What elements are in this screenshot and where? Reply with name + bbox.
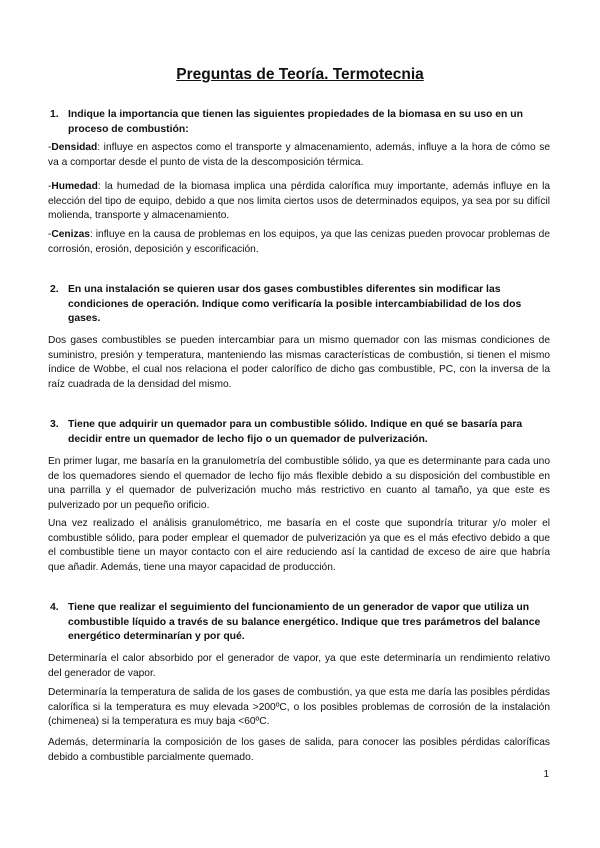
answer-paragraph: Dos gases combustibles se pueden intercambiar para un mismo quemador con las mismas condiciones de suministro, presión y temperatura, manteniendo las mismas características de combustión, si tienen el mismo índice de Wobbe, el cual nos relaciona el poder calorífico de dicho gas combustible, PC, con la inversa de la raíz cuadrada de la densidad del mismo. (48, 335, 550, 390)
answer-paragraph: -Humedad: la humedad de la biomasa implica una pérdida calorífica muy importante, además influye en la elección del tipo de equipo, debido a que nos limita ciertos usos de determinados equipos, ya sea por su difícil molienda, transporte y almacenamiento. (48, 181, 550, 221)
answer-text: : influye en aspectos como el transporte y almacenamiento, además, influye a la hora de cómo se va a comportar desde el punto de vista de la descomposición térmica. (48, 142, 550, 168)
question-text: Tiene que adquirir un quemador para un combustible sólido. Indique en qué se basaría para decidir entre un quemador de lecho fijo o un quemador de pulverización. (68, 419, 523, 445)
page-title: Preguntas de Teoría. Termotecnia (176, 66, 424, 83)
answer-text: : la humedad de la biomasa implica una pérdida calorífica muy importante, además influye en la elección del tipo de equipo, debido a que nos limita ciertos usos de determinados equipos, ya sea por su difícil molienda, transporte y almacenamiento. (48, 181, 550, 221)
question-4 (50, 601, 550, 645)
term-label: Humedad (51, 181, 98, 192)
question-number: 1. (50, 109, 59, 120)
answer-paragraph: En primer lugar, me basaría en la granulometría del combustible sólido, ya que es determinante para cada uno de los quemadores siendo el quemador de lecho fijo más flexible debido a su disposición del combustible en una parrilla y el quemador de pulverización mucho más restrictivo en cuanto al tamaño, ya que este es pulverizado por un pequeño orificio. (48, 456, 550, 511)
answer-text: : influye en la causa de problemas en los equipos, ya que las cenizas pueden provocar problemas de corrosión, erosión, deposición y escorificación. (48, 229, 550, 255)
question-3 (50, 418, 550, 447)
question-2 (50, 283, 550, 327)
question-text: En una instalación se quieren usar dos gases combustibles diferentes sin modificar las condiciones de operación. Indique como verificaría la posible intercambiabilidad de los dos gases. (68, 284, 522, 324)
answer-paragraph: -Densidad: influye en aspectos como el transporte y almacenamiento, además, influye a la hora de cómo se va a comportar desde el punto de vista de la descomposición térmica. (48, 142, 550, 168)
term-label: Cenizas (51, 229, 90, 240)
question-number: 3. (50, 419, 59, 430)
question-number: 2. (50, 284, 59, 295)
page-number: 1 (543, 769, 549, 780)
question-text: Tiene que realizar el seguimiento del funcionamiento de un generador de vapor que utiliza un combustible líquido a través de su balance energético. Indique que tres parámetros del balance energético determinarían y por qué. (68, 602, 541, 642)
question-text: Indique la importancia que tienen las siguientes propiedades de la biomasa en su uso en un proceso de combustión: (68, 109, 523, 135)
answer-paragraph: -Cenizas: influye en la causa de problemas en los equipos, ya que las cenizas pueden provocar problemas de corrosión, erosión, deposición y escorificación. (48, 229, 550, 255)
question-number: 4. (50, 602, 59, 613)
answer-paragraph: Además, determinaría la composición de los gases de salida, para conocer las posibles pérdidas caloríficas debido a combustible parcialmente quemado. (48, 737, 550, 763)
answer-paragraph: Una vez realizado el análisis granulométrico, me basaría en el coste que supondría triturar y/o moler el combustible sólido, para poder emplear el quemador de pulverización ya que es el más efectivo debido a que el combustible tiene un mayor contacto con el aire reduciendo así la cantidad de exceso de aire que habría que añadir. Además, tiene una mayor capacidad de producción. (48, 518, 550, 573)
term-label: Densidad (51, 142, 98, 153)
answer-paragraph: Determinaría el calor absorbido por el generador de vapor, ya que este determinaría un rendimiento relativo del generador de vapor. (48, 653, 550, 679)
answer-paragraph: Determinaría la temperatura de salida de los gases de combustión, ya que esta me daría las posibles pérdidas calorífica si la temperatura es muy elevada >200ºC, o los posibles problemas de corrosión de la instalación (chimenea) si la temperatura es muy baja <60ºC. (48, 687, 550, 727)
question-1 (50, 108, 550, 137)
